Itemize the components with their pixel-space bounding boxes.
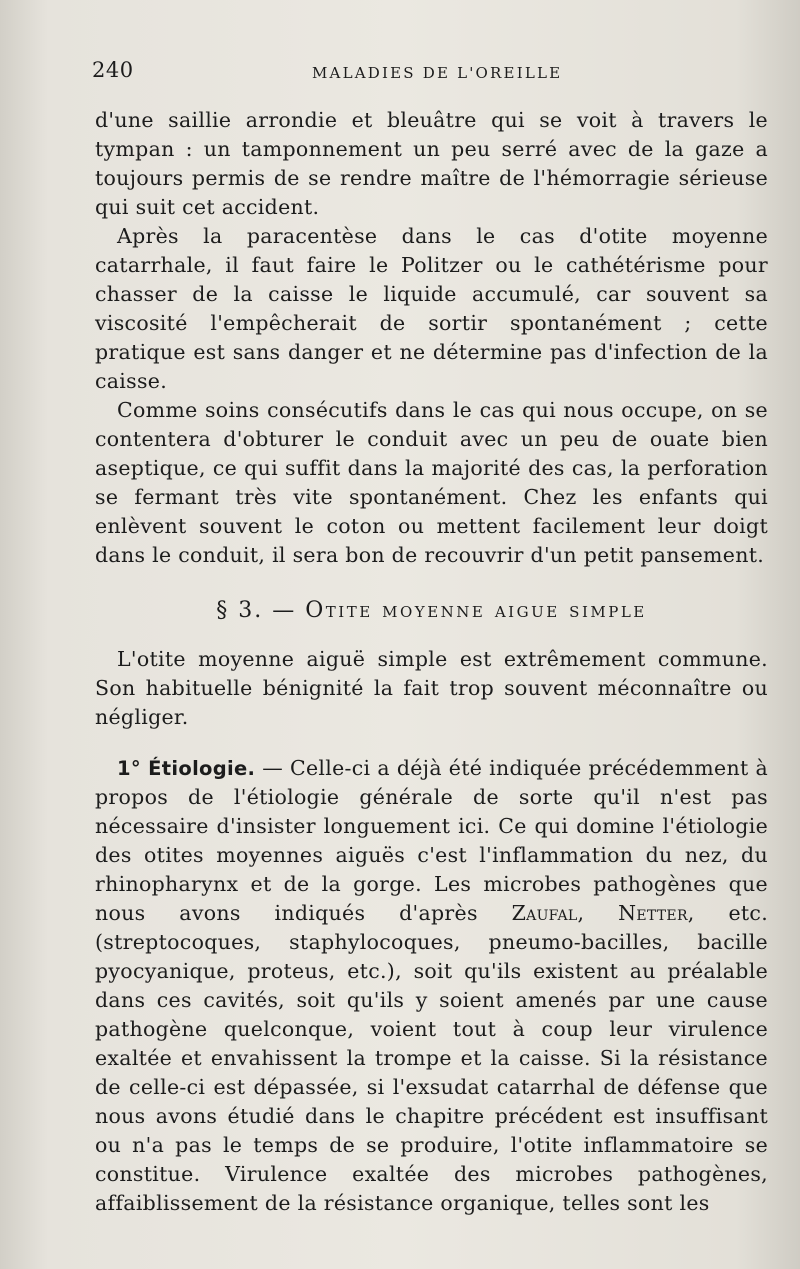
subhead-etiologie: 1° Étiologie.: [117, 757, 256, 780]
paragraph-continued: d'une saillie arrondie et bleuâtre qui se voit à travers le tympan : un tamponnement un peu serré avec de la gaze a toujours permis de se rendre maître de l'hémorragie sérieuse qui suit cet accident.: [95, 108, 768, 219]
author-netter: Netter: [618, 901, 688, 925]
subhead-dash: —: [255, 756, 290, 780]
paragraph-paracentese: Après la paracentèse dans le cas d'otite moyenne catarrhale, il faut faire le Politzer ou le cathétérisme pour chasser de la caisse le liquide accumulé, car souvent sa viscosité l'empêcherait de sortir spontanément ; cette pratique est sans danger et ne détermine pas d'infection de la caisse.: [95, 224, 768, 393]
etiologie-text-a: Celle-ci a déjà été indiquée précédemment à propos de l'étiologie générale de sorte qu'il n'est pas nécessaire d'insister longuement ici. Ce qui domine l'étiologie des otites moyennes aiguës c'est l'inflammation du nez, du rhinopharynx et de la gorge. Les microbes pathogènes que nous avons indiqués d'après: [95, 756, 768, 925]
etiologie-text-b: , etc. (streptocoques, staphylocoques, pneumo-bacilles, bacille pyocyanique, proteus, etc.), soit qu'ils existent au préalable dans ces cavités, soit qu'ils y soient amenés par une cause pathogène quelconque, voient tout à coup leur virulence exaltée et envahissent la trompe et la caisse. Si la résistance de celle-ci est dépassée, si l'exsudat catarrhal de défense que nous avons étudié dans le chapitre précédent est insuffisant ou n'a pas le temps de se produire, l'otite inflammatoire se constitue. Virulence exaltée des microbes pathogènes, affaiblissement de la résistance organique, telles sont les: [95, 901, 769, 1215]
page-header: [92, 58, 760, 88]
paragraph-etiologie: [95, 754, 768, 1218]
page-number: 240: [92, 58, 134, 82]
body-text: [95, 106, 768, 1218]
section-title: Otite moyenne aigue simple: [305, 598, 647, 623]
section-number: § 3. —: [216, 598, 297, 623]
paragraph-soins: Comme soins consécutifs dans le cas qui nous occupe, on se contentera d'obturer le conduit avec un peu de ouate bien aseptique, ce qui suffit dans la majorité des cas, la perforation se fermant très vite spontanément. Chez les enfants qui enlèvent souvent le coton ou mettent facilement leur doigt dans le conduit, il sera bon de recouvrir d'un petit pansement.: [95, 398, 768, 567]
author-separator: ,: [577, 901, 619, 925]
section-heading: [95, 596, 768, 625]
author-zaufal: Zaufal: [511, 901, 578, 925]
section-intro: L'otite moyenne aiguë simple est extrêmement commune. Son habituelle bénignité la fait trop souvent méconnaître ou négliger.: [95, 647, 768, 729]
running-title: MALADIES DE L'OREILLE: [312, 64, 563, 82]
